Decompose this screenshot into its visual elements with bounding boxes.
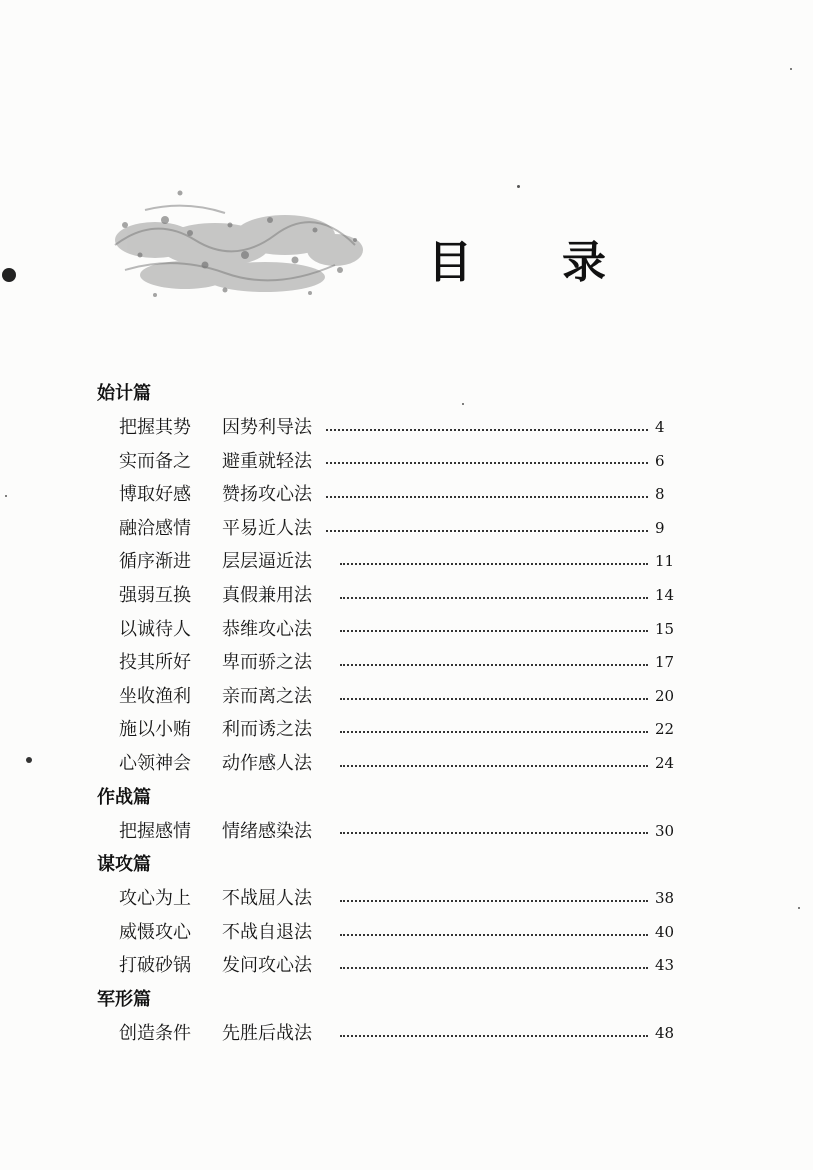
table-of-contents <box>0 377 813 1051</box>
entry-page: 6 <box>655 451 665 470</box>
scan-speckle <box>517 185 520 188</box>
scan-speckle <box>2 268 16 282</box>
entry-topic: 施以小贿 <box>119 719 191 741</box>
leader-dots <box>340 934 648 936</box>
toc-entry[interactable] <box>0 512 813 546</box>
entry-page: 40 <box>655 922 675 941</box>
entry-method: 恭维攻心法 <box>222 618 312 640</box>
leader-dots <box>326 429 648 431</box>
section-title: 始计篇 <box>97 383 151 404</box>
entry-topic: 威慑攻心 <box>119 921 191 943</box>
leader-dots <box>340 832 648 834</box>
toc-entry[interactable] <box>0 411 813 445</box>
leader-dots <box>340 630 648 632</box>
entry-page: 22 <box>655 720 675 739</box>
entry-topic: 打破砂锅 <box>119 955 191 977</box>
toc-section <box>0 848 813 983</box>
entry-page: 24 <box>655 753 675 772</box>
toc-title <box>428 233 606 293</box>
entry-topic: 实而备之 <box>119 450 191 472</box>
entry-topic: 创造条件 <box>119 1022 191 1044</box>
entry-method: 不战自退法 <box>222 921 312 943</box>
toc-section <box>0 781 813 849</box>
toc-entry[interactable] <box>0 545 813 579</box>
entry-page: 14 <box>655 585 675 604</box>
toc-entry[interactable] <box>0 882 813 916</box>
entry-method: 真假兼用法 <box>222 584 312 606</box>
entry-method: 情绪感染法 <box>222 820 312 842</box>
toc-entry[interactable] <box>0 1017 813 1051</box>
leader-dots <box>340 731 648 733</box>
toc-title-char: 录 <box>562 237 606 288</box>
entry-page: 38 <box>655 889 675 908</box>
leader-dots <box>340 900 648 902</box>
entry-method: 赞扬攻心法 <box>222 484 312 506</box>
entry-topic: 强弱互换 <box>119 584 191 606</box>
toc-section <box>0 377 813 781</box>
toc-title-char: 目 <box>428 237 472 288</box>
leader-dots <box>340 1035 648 1037</box>
toc-entry[interactable] <box>0 613 813 647</box>
entry-method: 利而诱之法 <box>222 719 312 741</box>
leader-dots <box>340 765 648 767</box>
scan-speckle <box>790 68 792 70</box>
entry-topic: 把握感情 <box>119 820 191 842</box>
entry-page: 4 <box>655 418 665 436</box>
entry-topic: 把握其势 <box>119 417 191 438</box>
entry-page: 15 <box>655 619 675 638</box>
entry-page: 8 <box>655 485 665 504</box>
entry-topic: 投其所好 <box>119 652 191 674</box>
entry-page: 17 <box>655 653 675 672</box>
entry-page: 48 <box>655 1023 675 1042</box>
entry-method: 层层逼近法 <box>222 551 312 573</box>
leader-dots <box>340 698 648 700</box>
entry-topic: 坐收渔利 <box>119 685 191 707</box>
entry-method: 先胜后战法 <box>222 1022 312 1044</box>
toc-entry[interactable] <box>0 445 813 479</box>
leader-dots <box>326 496 648 498</box>
entry-method: 平易近人法 <box>222 517 312 539</box>
entry-topic: 循序渐进 <box>119 551 191 573</box>
leader-dots <box>340 597 648 599</box>
toc-entry[interactable] <box>0 815 813 849</box>
toc-entry[interactable] <box>0 680 813 714</box>
entry-page: 20 <box>655 686 675 705</box>
toc-entry[interactable] <box>0 478 813 512</box>
toc-entry[interactable] <box>0 949 813 983</box>
leader-dots <box>326 530 648 532</box>
section-title: 军形篇 <box>97 988 151 1010</box>
entry-topic: 攻心为上 <box>119 888 191 910</box>
toc-entry[interactable] <box>0 713 813 747</box>
entry-method: 因势利导法 <box>222 417 312 438</box>
leader-dots <box>326 462 648 464</box>
entry-method: 发问攻心法 <box>222 955 312 977</box>
entry-page: 43 <box>655 956 675 975</box>
toc-entry[interactable] <box>0 646 813 680</box>
entry-page: 9 <box>655 518 665 537</box>
section-title: 谋攻篇 <box>97 854 151 876</box>
leader-dots <box>340 563 648 565</box>
entry-topic: 融洽感情 <box>119 517 191 539</box>
entry-method: 避重就轻法 <box>222 450 312 472</box>
entry-method: 不战屈人法 <box>222 888 312 910</box>
entry-topic: 以诚待人 <box>119 618 191 640</box>
entry-method: 亲而离之法 <box>222 685 312 707</box>
toc-entry[interactable] <box>0 916 813 950</box>
entry-method: 动作感人法 <box>222 752 312 774</box>
entry-topic: 心领神会 <box>119 752 191 774</box>
section-title: 作战篇 <box>97 786 151 808</box>
toc-entry[interactable] <box>0 579 813 613</box>
entry-page: 30 <box>655 821 675 840</box>
entry-topic: 博取好感 <box>119 484 191 506</box>
toc-section <box>0 983 813 1051</box>
leader-dots <box>340 967 648 969</box>
entry-page: 11 <box>655 552 675 571</box>
leader-dots <box>340 664 648 666</box>
toc-entry[interactable] <box>0 747 813 781</box>
decorative-ink-ornament <box>95 185 375 315</box>
entry-method: 卑而骄之法 <box>222 652 312 674</box>
